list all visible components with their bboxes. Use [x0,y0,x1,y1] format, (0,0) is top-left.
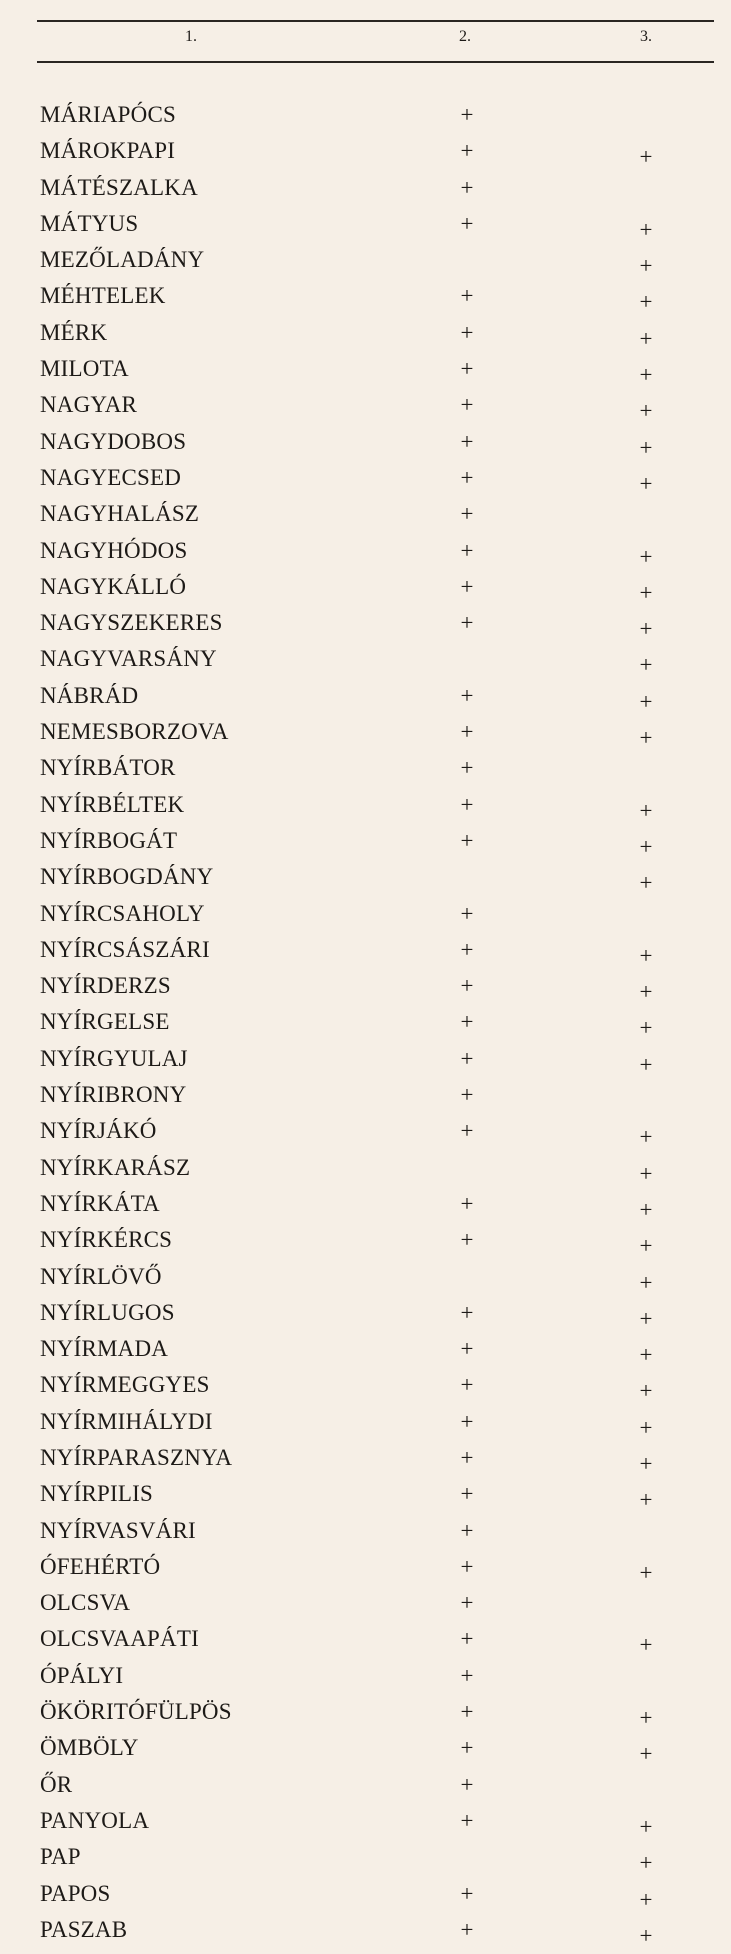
table-row [0,823,731,859]
settlement-name: NYÍRKÉRCS [40,1227,173,1253]
table-row [0,170,731,206]
settlement-name: NYÍRDERZS [40,973,171,999]
table-row [0,242,731,278]
column-3-mark: + [639,289,653,315]
column-3-mark: + [639,1450,653,1476]
settlement-name: NYÍRJÁKÓ [40,1118,157,1144]
settlement-name: NYÍRPILIS [40,1481,153,1507]
table-row [0,1730,731,1766]
column-3-mark: + [639,1269,653,1295]
column-3-mark: + [639,1015,653,1041]
table-row [0,1912,731,1948]
column-2-mark: + [460,464,474,490]
column-3-mark: + [639,1378,653,1404]
table-row [0,678,731,714]
table-row [0,787,731,823]
column-3-mark: + [639,543,653,569]
column-2-mark: + [460,1735,474,1761]
table-row [0,1876,731,1912]
settlement-name: NYÍRPARASZNYA [40,1444,233,1470]
column-2-mark: + [460,1807,474,1833]
column-2-mark: + [460,537,474,563]
settlement-name: NYÍRGELSE [40,1009,170,1035]
column-2-mark: + [460,973,474,999]
table-row [0,714,731,750]
settlement-name: MÉHTELEK [40,283,166,309]
table-row [0,1186,731,1222]
column-3-mark: + [639,979,653,1005]
column-2-mark: + [460,210,474,236]
column-3-mark: + [639,1196,653,1222]
column-3-mark: + [639,216,653,242]
table-row [0,1077,731,1113]
column-2-mark: + [460,1045,474,1071]
settlement-name: NYÍRVASVÁRI [40,1517,196,1543]
settlement-name: NYÍRBÉLTEK [40,791,185,817]
table-row [0,896,731,932]
table-row [0,1839,731,1875]
table-row [0,605,731,641]
settlement-name: MEZŐLADÁNY [40,247,205,273]
table-row [0,750,731,786]
table-row [0,1585,731,1621]
table-row [0,1222,731,1258]
settlement-name: NAGYVARSÁNY [40,646,217,672]
settlement-name: OLCSVAAPÁTI [40,1626,199,1652]
column-3-mark: + [639,398,653,424]
column-2-mark: + [460,1771,474,1797]
column-2-mark: + [460,428,474,454]
column-2-mark: + [460,1662,474,1688]
table-row [0,1295,731,1331]
column-2-mark: + [460,1009,474,1035]
settlement-name: NAGYDOBOS [40,428,187,454]
table-row [0,968,731,1004]
table-row [0,387,731,423]
column-3-mark: + [639,325,653,351]
settlement-name: NAGYECSED [40,464,182,490]
settlement-name: NYÍRLÖVŐ [40,1263,162,1289]
settlement-name: NYÍRMEGGYES [40,1372,210,1398]
column-2-mark: + [460,1190,474,1216]
table-row [0,1803,731,1839]
settlement-name: NYÍRCSÁSZÁRI [40,936,210,962]
column-3-mark: + [639,1741,653,1767]
column-3-mark: + [639,362,653,388]
column-3-mark: + [639,725,653,751]
settlement-name: NAGYSZEKERES [40,610,223,636]
table-row [0,1549,731,1585]
table-row [0,1259,731,1295]
column-3-mark: + [639,470,653,496]
table-row [0,932,731,968]
column-3-mark: + [639,1342,653,1368]
settlement-name: NYÍRBOGÁT [40,827,178,853]
column-3-mark: + [639,1886,653,1912]
settlement-name: PASZAB [40,1916,128,1942]
table-row [0,1658,731,1694]
table-row [0,1331,731,1367]
table-row [0,351,731,387]
column-3-mark: + [639,797,653,823]
column-3-mark: + [639,688,653,714]
top-rule [37,20,714,22]
column-2-mark: + [460,1590,474,1616]
column-3-mark: + [639,1051,653,1077]
column-2-mark: + [460,1626,474,1652]
settlement-name: NYÍRLUGOS [40,1299,175,1325]
column-2-mark: + [460,356,474,382]
settlement-name: PANYOLA [40,1807,150,1833]
table-row [0,206,731,242]
column-2-mark: + [460,174,474,200]
table-row [0,859,731,895]
column-3-mark: + [639,1124,653,1150]
settlement-name: NYÍRGYULAJ [40,1045,188,1071]
column-2-mark: + [460,1880,474,1906]
column-2-mark: + [460,1299,474,1325]
table-row [0,496,731,532]
column-3-mark: + [639,1922,653,1948]
table-row [0,1113,731,1149]
settlement-name: NYÍRKÁTA [40,1190,160,1216]
table-row [0,1440,731,1476]
table-row [0,1404,731,1440]
table-row [0,533,731,569]
settlement-name: MÁROKPAPI [40,138,176,164]
column-2-mark: + [460,719,474,745]
settlement-name: NYÍRCSAHOLY [40,900,205,926]
column-3-mark: + [639,144,653,170]
table-row [0,1367,731,1403]
table-row [0,1513,731,1549]
table-row [0,1150,731,1186]
settlement-name: MÁTYUS [40,210,139,236]
column-3-mark: + [639,1414,653,1440]
column-2-mark: + [460,138,474,164]
column-header-2: 2. [459,28,471,45]
column-3-mark: + [639,1305,653,1331]
settlement-name: NYÍRIBRONY [40,1082,187,1108]
column-2-mark: + [460,682,474,708]
settlement-name: NYÍRBOGDÁNY [40,864,214,890]
column-2-mark: + [460,1082,474,1108]
table-row [0,641,731,677]
column-2-mark: + [460,1372,474,1398]
column-2-mark: + [460,392,474,418]
column-2-mark: + [460,102,474,127]
column-2-mark: + [460,573,474,599]
column-2-mark: + [460,610,474,636]
settlement-name: NYÍRMADA [40,1336,169,1362]
settlement-name: NYÍRMIHÁLYDI [40,1408,213,1434]
column-2-mark: + [460,1227,474,1253]
header-rule [37,61,714,63]
column-header-1: 1. [185,28,197,45]
settlement-name: NAGYAR [40,392,138,418]
settlement-name: ŐR [40,1771,73,1797]
column-3-mark: + [639,1850,653,1876]
table-row [0,424,731,460]
column-3-mark: + [639,1160,653,1186]
settlement-name: NYÍRBÁTOR [40,755,176,781]
column-3-mark: + [639,833,653,859]
settlement-name: NAGYHALÁSZ [40,501,200,527]
column-2-mark: + [460,1118,474,1144]
table-row [0,1004,731,1040]
settlement-name: MÉRK [40,319,108,345]
table-row [0,97,731,133]
table-row [0,1767,731,1803]
settlement-name: MILOTA [40,356,129,382]
settlement-name: ÖMBÖLY [40,1735,139,1761]
column-3-mark: + [639,434,653,460]
column-3-mark: + [639,652,653,678]
column-2-mark: + [460,791,474,817]
column-3-mark: + [639,1559,653,1585]
column-2-mark: + [460,1336,474,1362]
settlement-name: NEMESBORZOVA [40,719,229,745]
column-3-mark: + [639,1813,653,1839]
column-3-mark: + [639,579,653,605]
column-2-mark: + [460,1408,474,1434]
settlement-name: ÓFEHÉRTÓ [40,1553,161,1579]
settlement-name: MÁTÉSZALKA [40,174,198,200]
settlement-name: OLCSVA [40,1590,131,1616]
column-2-mark: + [460,1699,474,1725]
column-3-mark: + [639,253,653,279]
table-row [0,315,731,351]
table-row [0,278,731,314]
column-3-mark: + [639,942,653,968]
table-row [0,1621,731,1657]
settlement-name: NAGYKÁLLÓ [40,573,187,599]
column-2-mark: + [460,755,474,781]
column-2-mark: + [460,936,474,962]
table-row [0,1694,731,1730]
column-2-mark: + [460,1481,474,1507]
table-row [0,1476,731,1512]
column-2-mark: + [460,1916,474,1942]
settlement-name: PAPOS [40,1880,111,1906]
table-body [0,97,731,1948]
settlement-name: MÁRIAPÓCS [40,102,177,127]
column-3-mark: + [639,1705,653,1731]
column-header-3: 3. [640,28,652,45]
column-3-mark: + [639,1487,653,1513]
column-2-mark: + [460,319,474,345]
column-3-mark: + [639,1632,653,1658]
table-row [0,460,731,496]
column-2-mark: + [460,501,474,527]
column-2-mark: + [460,900,474,926]
table-row [0,133,731,169]
column-2-mark: + [460,1553,474,1579]
settlement-name: NYÍRKARÁSZ [40,1154,191,1180]
column-header-row [0,28,731,52]
column-3-mark: + [639,1233,653,1259]
settlement-name: ÓPÁLYI [40,1662,124,1688]
settlement-name: NAGYHÓDOS [40,537,188,563]
column-3-mark: + [639,616,653,642]
settlement-name: NÁBRÁD [40,682,139,708]
column-2-mark: + [460,1517,474,1543]
column-2-mark: + [460,283,474,309]
table-row [0,1041,731,1077]
settlement-name: ÖKÖRITÓFÜLPÖS [40,1699,232,1725]
column-2-mark: + [460,1444,474,1470]
column-3-mark: + [639,870,653,896]
settlement-name: PAP [40,1844,81,1870]
table-row [0,569,731,605]
column-2-mark: + [460,827,474,853]
